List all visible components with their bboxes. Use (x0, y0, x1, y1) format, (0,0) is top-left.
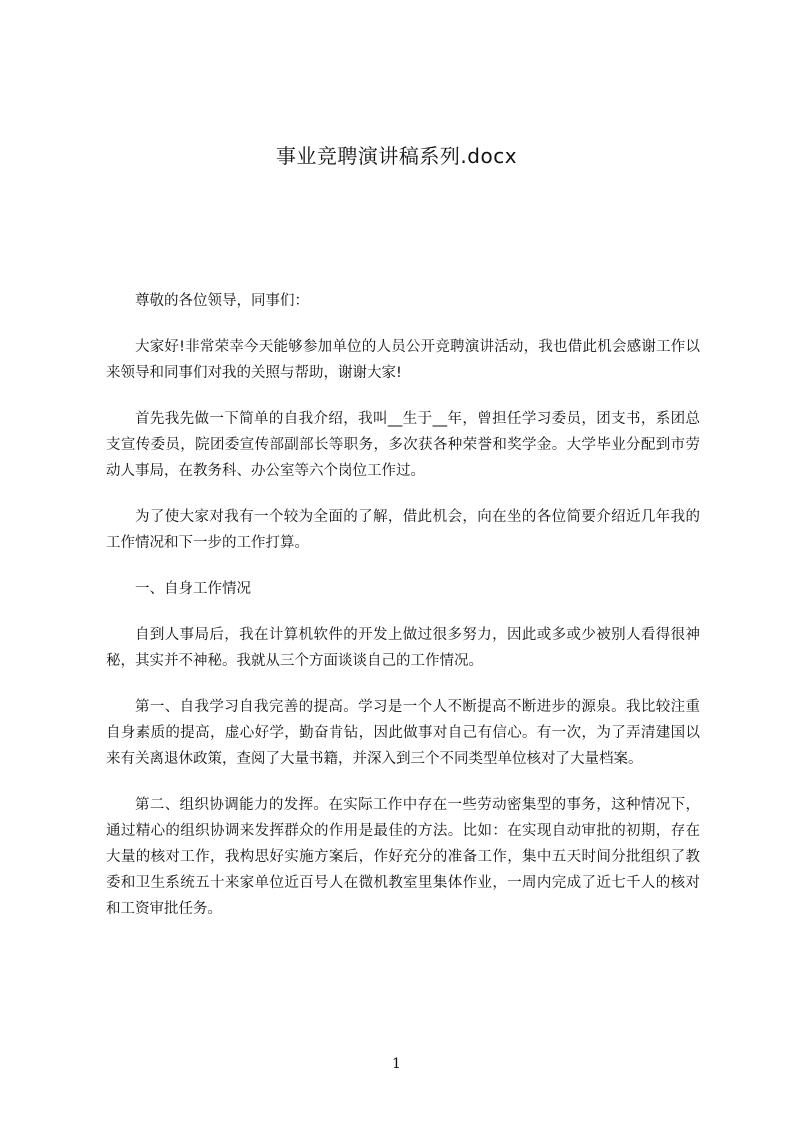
self-introduction-paragraph: 首先我先做一下简单的自我介绍，我叫__生于__年，曾担任学习委员，团支书，系团总支宣传委员，院团委宣传部副部长等职务，多次获各种荣誉和奖学金。大学毕业分配到市劳动人事局，在教务科、办公室等六个岗位工作过。 (106, 411, 700, 479)
section-heading: 一、自身工作情况 (135, 581, 251, 597)
document-title: 事业竞聘演讲稿系列.docx (275, 144, 518, 168)
page-number: 1 (392, 1056, 401, 1072)
salutation-paragraph: 尊敬的各位领导，同事们： (135, 293, 309, 309)
work-summary-paragraph: 自到人事局后，我在计算机软件的开发上做过很多努力，因此或多或少被别人看得很神秘，其实并不神秘。我就从三个方面谈谈自己的工作情况。 (106, 627, 700, 669)
coordination-paragraph: 第二、组织协调能力的发挥。在实际工作中存在一些劳动密集型的事务，这种情况下，通过精心的组织协调来发挥群众的作用是最佳的方法。比如：在实现自动审批的初期，存在大量的核对工作，我构思好实施方案后，作好充分的准备工作，集中五天时间分批组织了教委和卫生系统五十来家单位近百号人在微机教室里集体作业，一周内完成了近七千人的核对和工资审批任务。 (106, 797, 700, 917)
document-body (106, 288, 700, 942)
overview-paragraph: 为了使大家对我有一个较为全面的了解，借此机会，向在坐的各位简要介绍近几年我的工作情况和下一步的工作打算。 (106, 509, 700, 551)
greeting-paragraph: 大家好!非常荣幸今天能够参加单位的人员公开竞聘演讲活动，我也借此机会感谢工作以来领导和同事们对我的关照与帮助，谢谢大家! (106, 339, 700, 381)
self-improvement-paragraph: 第一、自我学习自我完善的提高。学习是一个人不断提高不断进步的源泉。我比较注重自身素质的提高，虚心好学，勤奋肯钻，因此做事对自己有信心。有一次，为了弄清建国以来有关离退休政策，查阅了大量书籍，并深入到三个不同类型单位核对了大量档案。 (106, 699, 700, 767)
